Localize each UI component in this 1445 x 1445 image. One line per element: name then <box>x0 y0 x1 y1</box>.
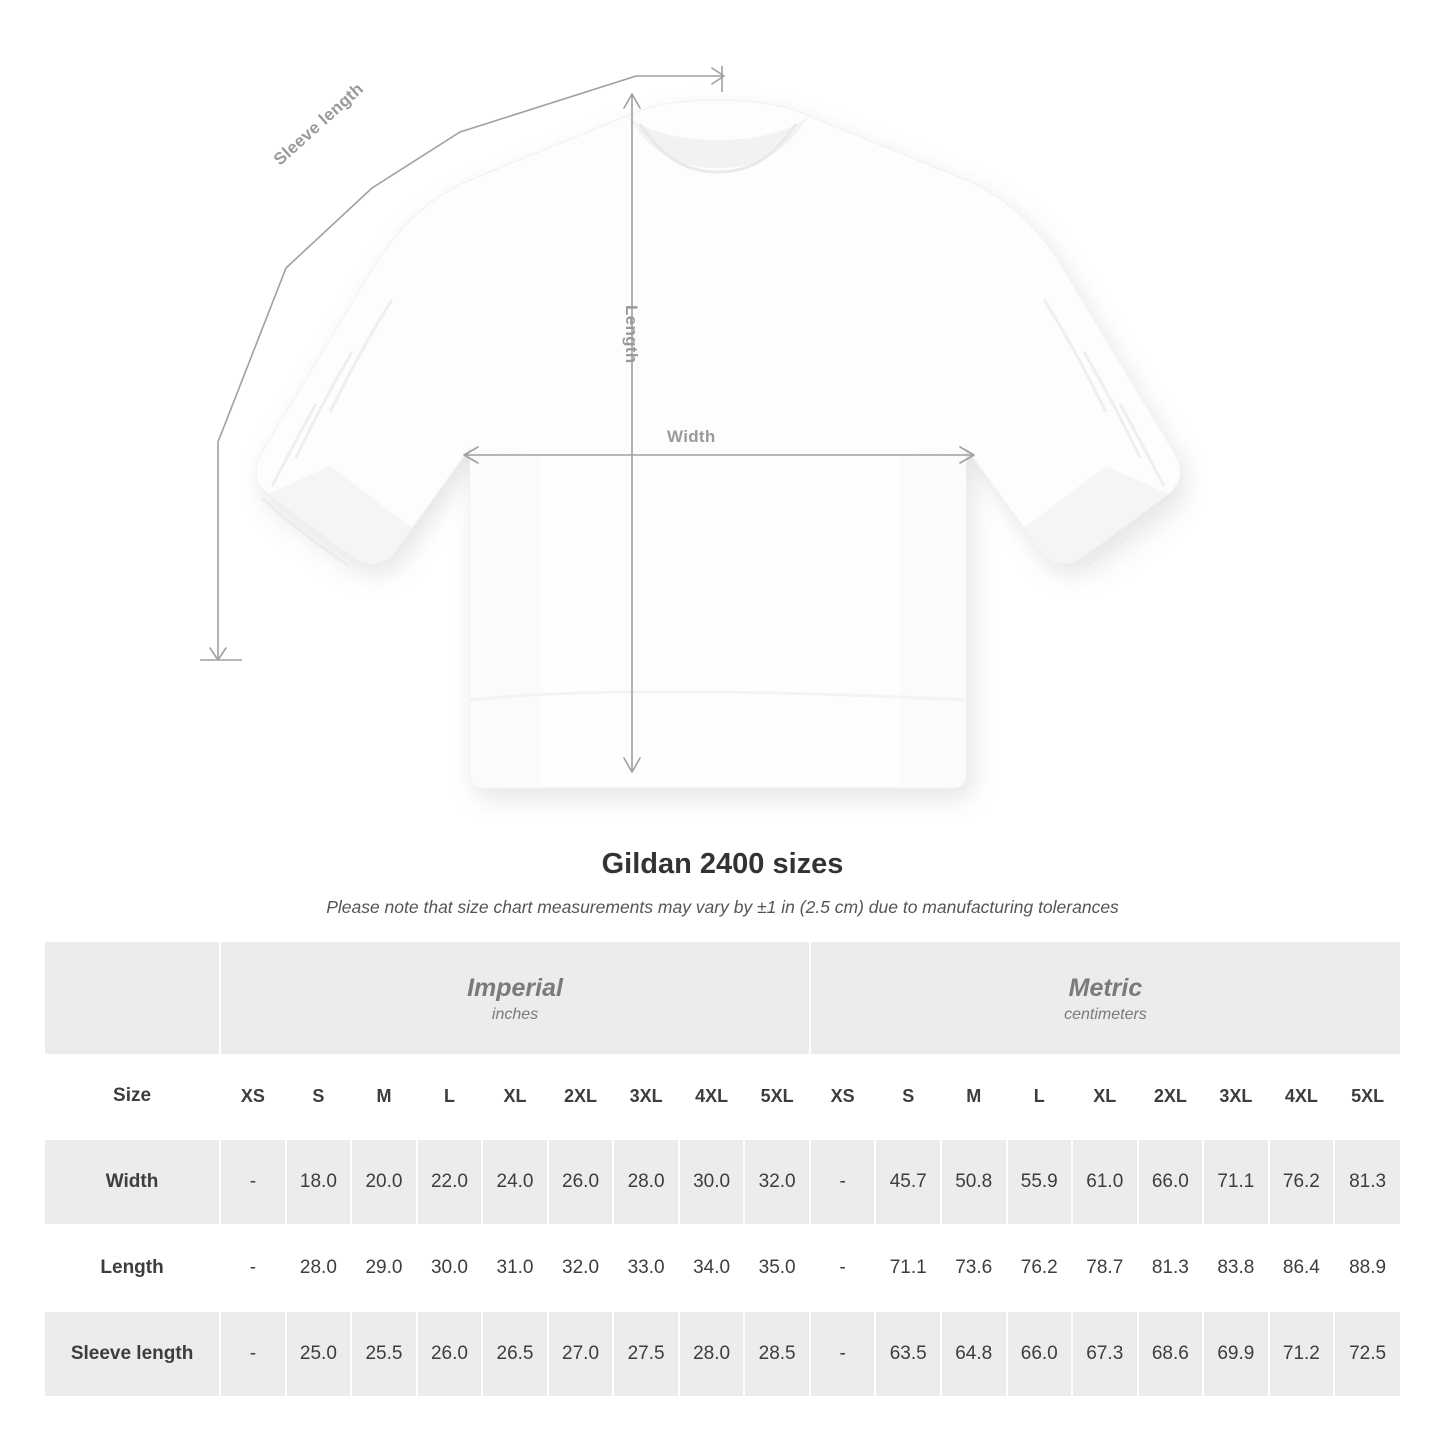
size-chart-table <box>45 942 1400 1398</box>
cell-length-5xl-8: 35.0 <box>744 1225 810 1311</box>
cell-sleeve-length-3xl-6: 27.5 <box>613 1311 679 1397</box>
cell-sleeve-length-2xl-14: 68.6 <box>1138 1311 1204 1397</box>
cell-width-l-3: 22.0 <box>417 1139 483 1225</box>
row-label-sleeve-length: Sleeve length <box>45 1311 220 1397</box>
header-size-5xl-17: 5XL <box>1334 1054 1400 1139</box>
unit-group-metric <box>810 942 1400 1054</box>
cell-length-2xl-14: 81.3 <box>1138 1225 1204 1311</box>
header-size-l-12: L <box>1007 1054 1073 1139</box>
header-size-xl-13: XL <box>1072 1054 1138 1139</box>
cell-width-2xl-14: 66.0 <box>1138 1139 1204 1225</box>
table-row <box>45 1311 1400 1397</box>
cell-width-3xl-6: 28.0 <box>613 1139 679 1225</box>
cell-length-m-11: 73.6 <box>941 1225 1007 1311</box>
tolerance-note: Please note that size chart measurements may vary by ±1 in (2.5 cm) due to manufacturing tolerances <box>326 897 1119 917</box>
cell-width-4xl-7: 30.0 <box>679 1139 745 1225</box>
shirt-shape <box>256 100 1181 788</box>
header-size-2xl-14: 2XL <box>1138 1054 1204 1139</box>
cell-width-xs-9: - <box>810 1139 876 1225</box>
unit-group-sub: inches <box>491 1005 539 1023</box>
header-size-xs-9: XS <box>810 1054 876 1139</box>
cell-length-xs-0: - <box>220 1225 286 1311</box>
cell-sleeve-length-xs-9: - <box>810 1311 876 1397</box>
cell-width-2xl-5: 26.0 <box>548 1139 614 1225</box>
header-size-3xl-6: 3XL <box>613 1054 679 1139</box>
cell-sleeve-length-5xl-17: 72.5 <box>1334 1311 1400 1397</box>
title-block <box>0 848 1445 918</box>
cell-length-3xl-6: 33.0 <box>613 1225 679 1311</box>
header-size: Size <box>45 1054 220 1139</box>
cell-width-xl-13: 61.0 <box>1072 1139 1138 1225</box>
unit-group-sub: centimeters <box>1064 1005 1147 1023</box>
cell-length-xl-13: 78.7 <box>1072 1225 1138 1311</box>
cell-length-s-10: 71.1 <box>875 1225 941 1311</box>
cell-sleeve-length-5xl-8: 28.5 <box>744 1311 810 1397</box>
header-size-2xl-5: 2XL <box>548 1054 614 1139</box>
header-size-s-10: S <box>875 1054 941 1139</box>
cell-length-4xl-7: 34.0 <box>679 1225 745 1311</box>
page-title: Gildan 2400 sizes <box>601 848 844 880</box>
cell-sleeve-length-s-1: 25.0 <box>286 1311 352 1397</box>
cell-length-4xl-16: 86.4 <box>1269 1225 1335 1311</box>
cell-sleeve-length-xl-4: 26.5 <box>482 1311 548 1397</box>
cell-sleeve-length-2xl-5: 27.0 <box>548 1311 614 1397</box>
cell-length-xl-4: 31.0 <box>482 1225 548 1311</box>
cell-sleeve-length-4xl-7: 28.0 <box>679 1311 745 1397</box>
label-sleeve-length: Sleeve length <box>270 79 368 170</box>
cell-sleeve-length-4xl-16: 71.2 <box>1269 1311 1335 1397</box>
header-size-4xl-7: 4XL <box>679 1054 745 1139</box>
header-size-xs-0: XS <box>220 1054 286 1139</box>
cell-width-4xl-16: 76.2 <box>1269 1139 1335 1225</box>
row-label-width: Width <box>45 1139 220 1225</box>
unit-group-imperial <box>220 942 810 1054</box>
header-size-5xl-8: 5XL <box>744 1054 810 1139</box>
cell-sleeve-length-l-12: 66.0 <box>1007 1311 1073 1397</box>
cell-width-5xl-8: 32.0 <box>744 1139 810 1225</box>
header-size-m-2: M <box>351 1054 417 1139</box>
cell-length-2xl-5: 32.0 <box>548 1225 614 1311</box>
cell-width-s-1: 18.0 <box>286 1139 352 1225</box>
cell-length-l-3: 30.0 <box>417 1225 483 1311</box>
table-row <box>45 1225 1400 1311</box>
unit-row-spacer <box>45 942 220 1054</box>
cell-width-m-11: 50.8 <box>941 1139 1007 1225</box>
table-row <box>45 1139 1400 1225</box>
cell-sleeve-length-xs-0: - <box>220 1311 286 1397</box>
row-label-length: Length <box>45 1225 220 1311</box>
cell-sleeve-length-l-3: 26.0 <box>417 1311 483 1397</box>
cell-width-xs-0: - <box>220 1139 286 1225</box>
label-length: Length <box>622 305 641 364</box>
cell-width-s-10: 45.7 <box>875 1139 941 1225</box>
cell-sleeve-length-3xl-15: 69.9 <box>1203 1311 1269 1397</box>
cell-sleeve-length-xl-13: 67.3 <box>1072 1311 1138 1397</box>
cell-width-3xl-15: 71.1 <box>1203 1139 1269 1225</box>
cell-length-l-12: 76.2 <box>1007 1225 1073 1311</box>
cell-width-5xl-17: 81.3 <box>1334 1139 1400 1225</box>
header-size-s-1: S <box>286 1054 352 1139</box>
cell-sleeve-length-m-11: 64.8 <box>941 1311 1007 1397</box>
header-size-l-3: L <box>417 1054 483 1139</box>
cell-length-5xl-17: 88.9 <box>1334 1225 1400 1311</box>
cell-sleeve-length-s-10: 63.5 <box>875 1311 941 1397</box>
table-header-row <box>45 1054 1400 1139</box>
cell-width-m-2: 20.0 <box>351 1139 417 1225</box>
label-width: Width <box>667 427 716 446</box>
cell-width-l-12: 55.9 <box>1007 1139 1073 1225</box>
header-size-m-11: M <box>941 1054 1007 1139</box>
cell-length-m-2: 29.0 <box>351 1225 417 1311</box>
size-chart-table-wrap <box>45 942 1400 1398</box>
cell-length-xs-9: - <box>810 1225 876 1311</box>
cell-sleeve-length-m-2: 25.5 <box>351 1311 417 1397</box>
header-size-xl-4: XL <box>482 1054 548 1139</box>
unit-group-name: Imperial <box>467 974 563 1003</box>
header-size-4xl-16: 4XL <box>1269 1054 1335 1139</box>
cell-length-3xl-15: 83.8 <box>1203 1225 1269 1311</box>
cell-width-xl-4: 24.0 <box>482 1139 548 1225</box>
cell-length-s-1: 28.0 <box>286 1225 352 1311</box>
header-size-3xl-15: 3XL <box>1203 1054 1269 1139</box>
unit-group-name: Metric <box>1068 974 1143 1003</box>
unit-group-row <box>45 942 1400 1054</box>
